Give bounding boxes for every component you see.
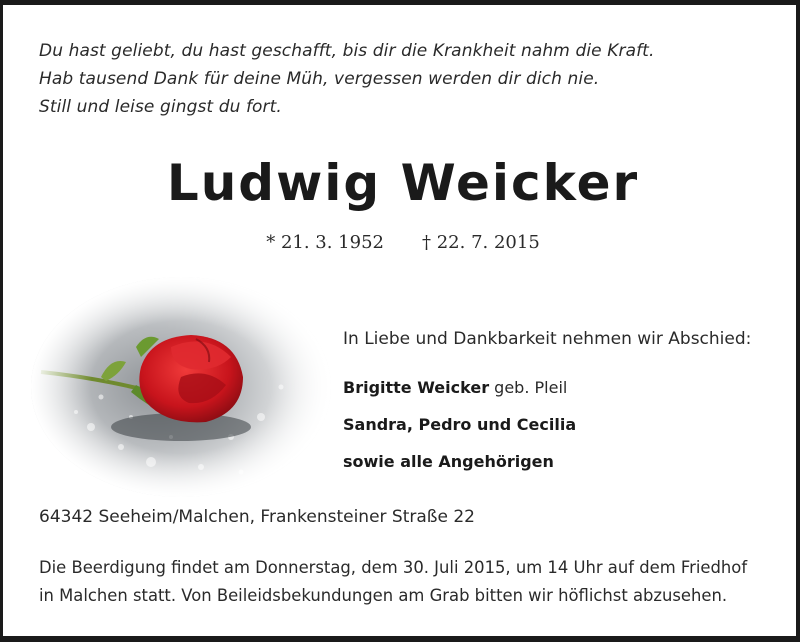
family-list xyxy=(343,369,576,480)
poem-line: Du hast geliebt, du hast geschafft, bis dir die Krankheit nahm die Kraft. xyxy=(39,41,655,61)
list-item xyxy=(343,406,576,443)
family-member-name: sowie alle Angehörigen xyxy=(343,452,554,471)
poem-line: Hab tausend Dank für deine Müh, vergessen werden dir dich nie. xyxy=(39,69,600,89)
death-date: † 22. 7. 2015 xyxy=(422,232,540,253)
birth-date: * 21. 3. 1952 xyxy=(266,232,384,253)
list-item xyxy=(343,443,576,480)
family-member-name: Brigitte Weicker xyxy=(343,378,490,397)
funeral-notice xyxy=(39,554,747,610)
red-rose-icon xyxy=(31,277,331,497)
funeral-line: in Malchen statt. Von Beileidsbekundungen am Grab bitten wir höflichst abzusehen. xyxy=(39,586,728,605)
life-dates xyxy=(3,231,800,255)
farewell-text: In Liebe und Dankbarkeit nehmen wir Abschied: xyxy=(343,329,752,349)
family-member-name: Sandra, Pedro und Cecilia xyxy=(343,415,577,434)
list-item xyxy=(343,369,576,406)
poem-line: Still und leise gingst du fort. xyxy=(39,97,282,117)
poem xyxy=(39,37,654,121)
address: 64342 Seeheim/Malchen, Frankensteiner Straße 22 xyxy=(39,507,475,527)
funeral-line: Die Beerdigung findet am Donnerstag, dem 30. Juli 2015, um 14 Uhr auf dem Friedhof xyxy=(39,558,748,577)
family-member-note: geb. Pleil xyxy=(494,378,568,397)
deceased-name: Ludwig Weicker xyxy=(166,154,640,212)
